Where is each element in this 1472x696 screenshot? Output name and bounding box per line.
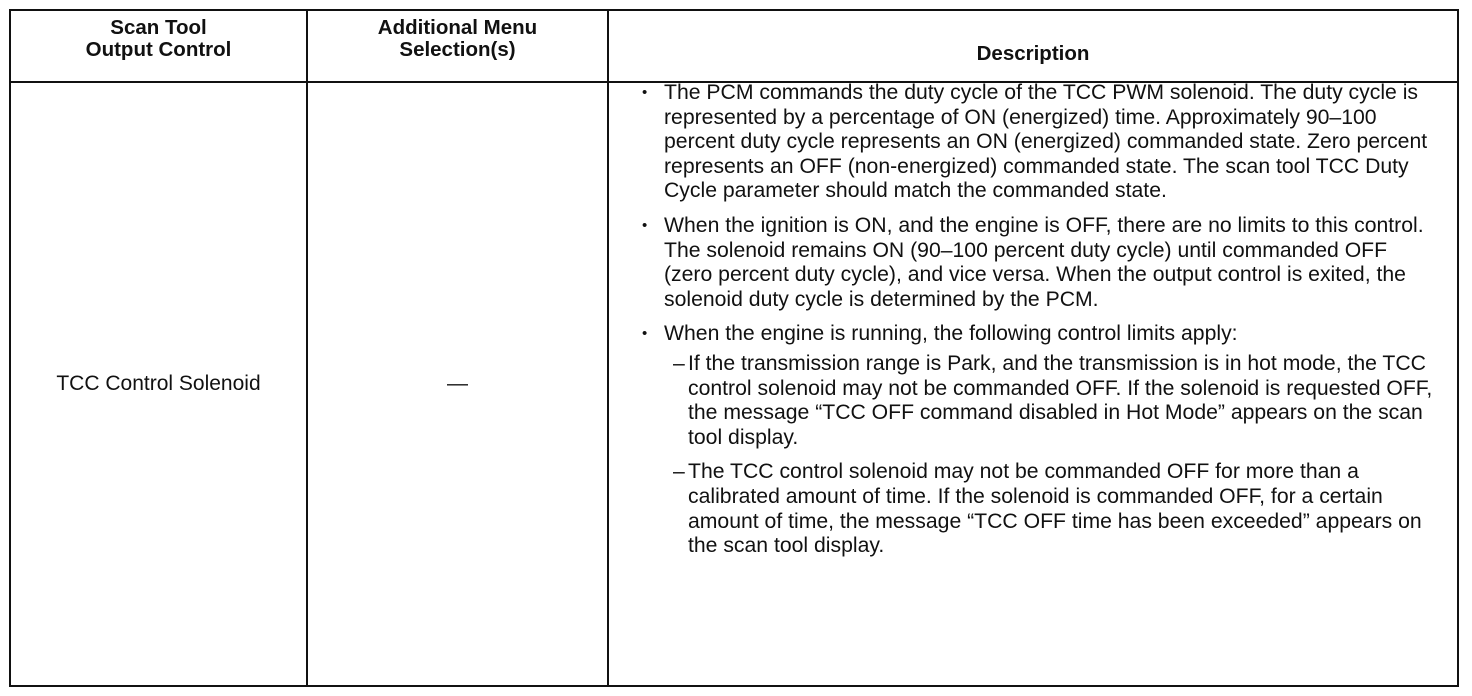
bullet-marker: • (642, 84, 648, 101)
sub-list-item (642, 460, 1438, 558)
header-line: Selection(s) (399, 38, 516, 61)
description-text: The TCC control solenoid may not be commanded OFF for more than a calibrated amount of time. If the solenoid is commanded OFF, for a certain amount of time, the message “TCC OFF time has been exceeded” appears on the scan tool display. (688, 460, 1422, 558)
header-description (609, 11, 1457, 81)
list-item (642, 214, 1438, 312)
cell-menu-selection: — (447, 372, 468, 395)
header-scan-tool-output-control (11, 11, 306, 81)
dash-marker: – (673, 460, 685, 484)
header-line: Description (976, 42, 1090, 65)
header-line: Additional Menu (377, 16, 538, 39)
bullet-marker: • (642, 325, 648, 343)
list-item (642, 81, 1438, 204)
column-divider (607, 11, 609, 685)
header-line: Scan Tool (110, 16, 207, 39)
sub-list-item (642, 352, 1438, 450)
header-additional-menu-selections (308, 11, 607, 81)
description-text: The PCM commands the duty cycle of the TCC PWM solenoid. The duty cycle is represented by a percentage of ON (energized) time. Approximately 90–100 percent duty cycle represents an ON (energized) commanded state. Zero percent represents an OFF (non-energized) commanded state. The scan tool TCC Duty Cycle parameter should match the commanded state. (664, 81, 1428, 203)
list-item (642, 322, 1438, 347)
cell-description (642, 81, 1438, 569)
description-text: When the ignition is ON, and the engine is OFF, there are no limits to this control. The solenoid remains ON (90–100 percent duty cycle) until commanded OFF (zero percent duty cycle), and vice versa. When the output control is exited, the solenoid duty cycle is determined by the PCM. (664, 213, 1424, 311)
description-text: If the transmission range is Park, and the transmission is in hot mode, the TCC control solenoid may not be commanded OFF. If the solenoid is requested OFF, the message “TCC OFF command disabled in Hot Mode” appears on the scan tool display. (688, 351, 1433, 449)
description-text: When the engine is running, the following control limits apply: (664, 322, 1238, 346)
bullet-marker: • (642, 216, 648, 234)
cell-output-control: TCC Control Solenoid (56, 372, 261, 395)
dash-marker: – (673, 351, 685, 375)
header-line: Output Control (85, 38, 232, 61)
